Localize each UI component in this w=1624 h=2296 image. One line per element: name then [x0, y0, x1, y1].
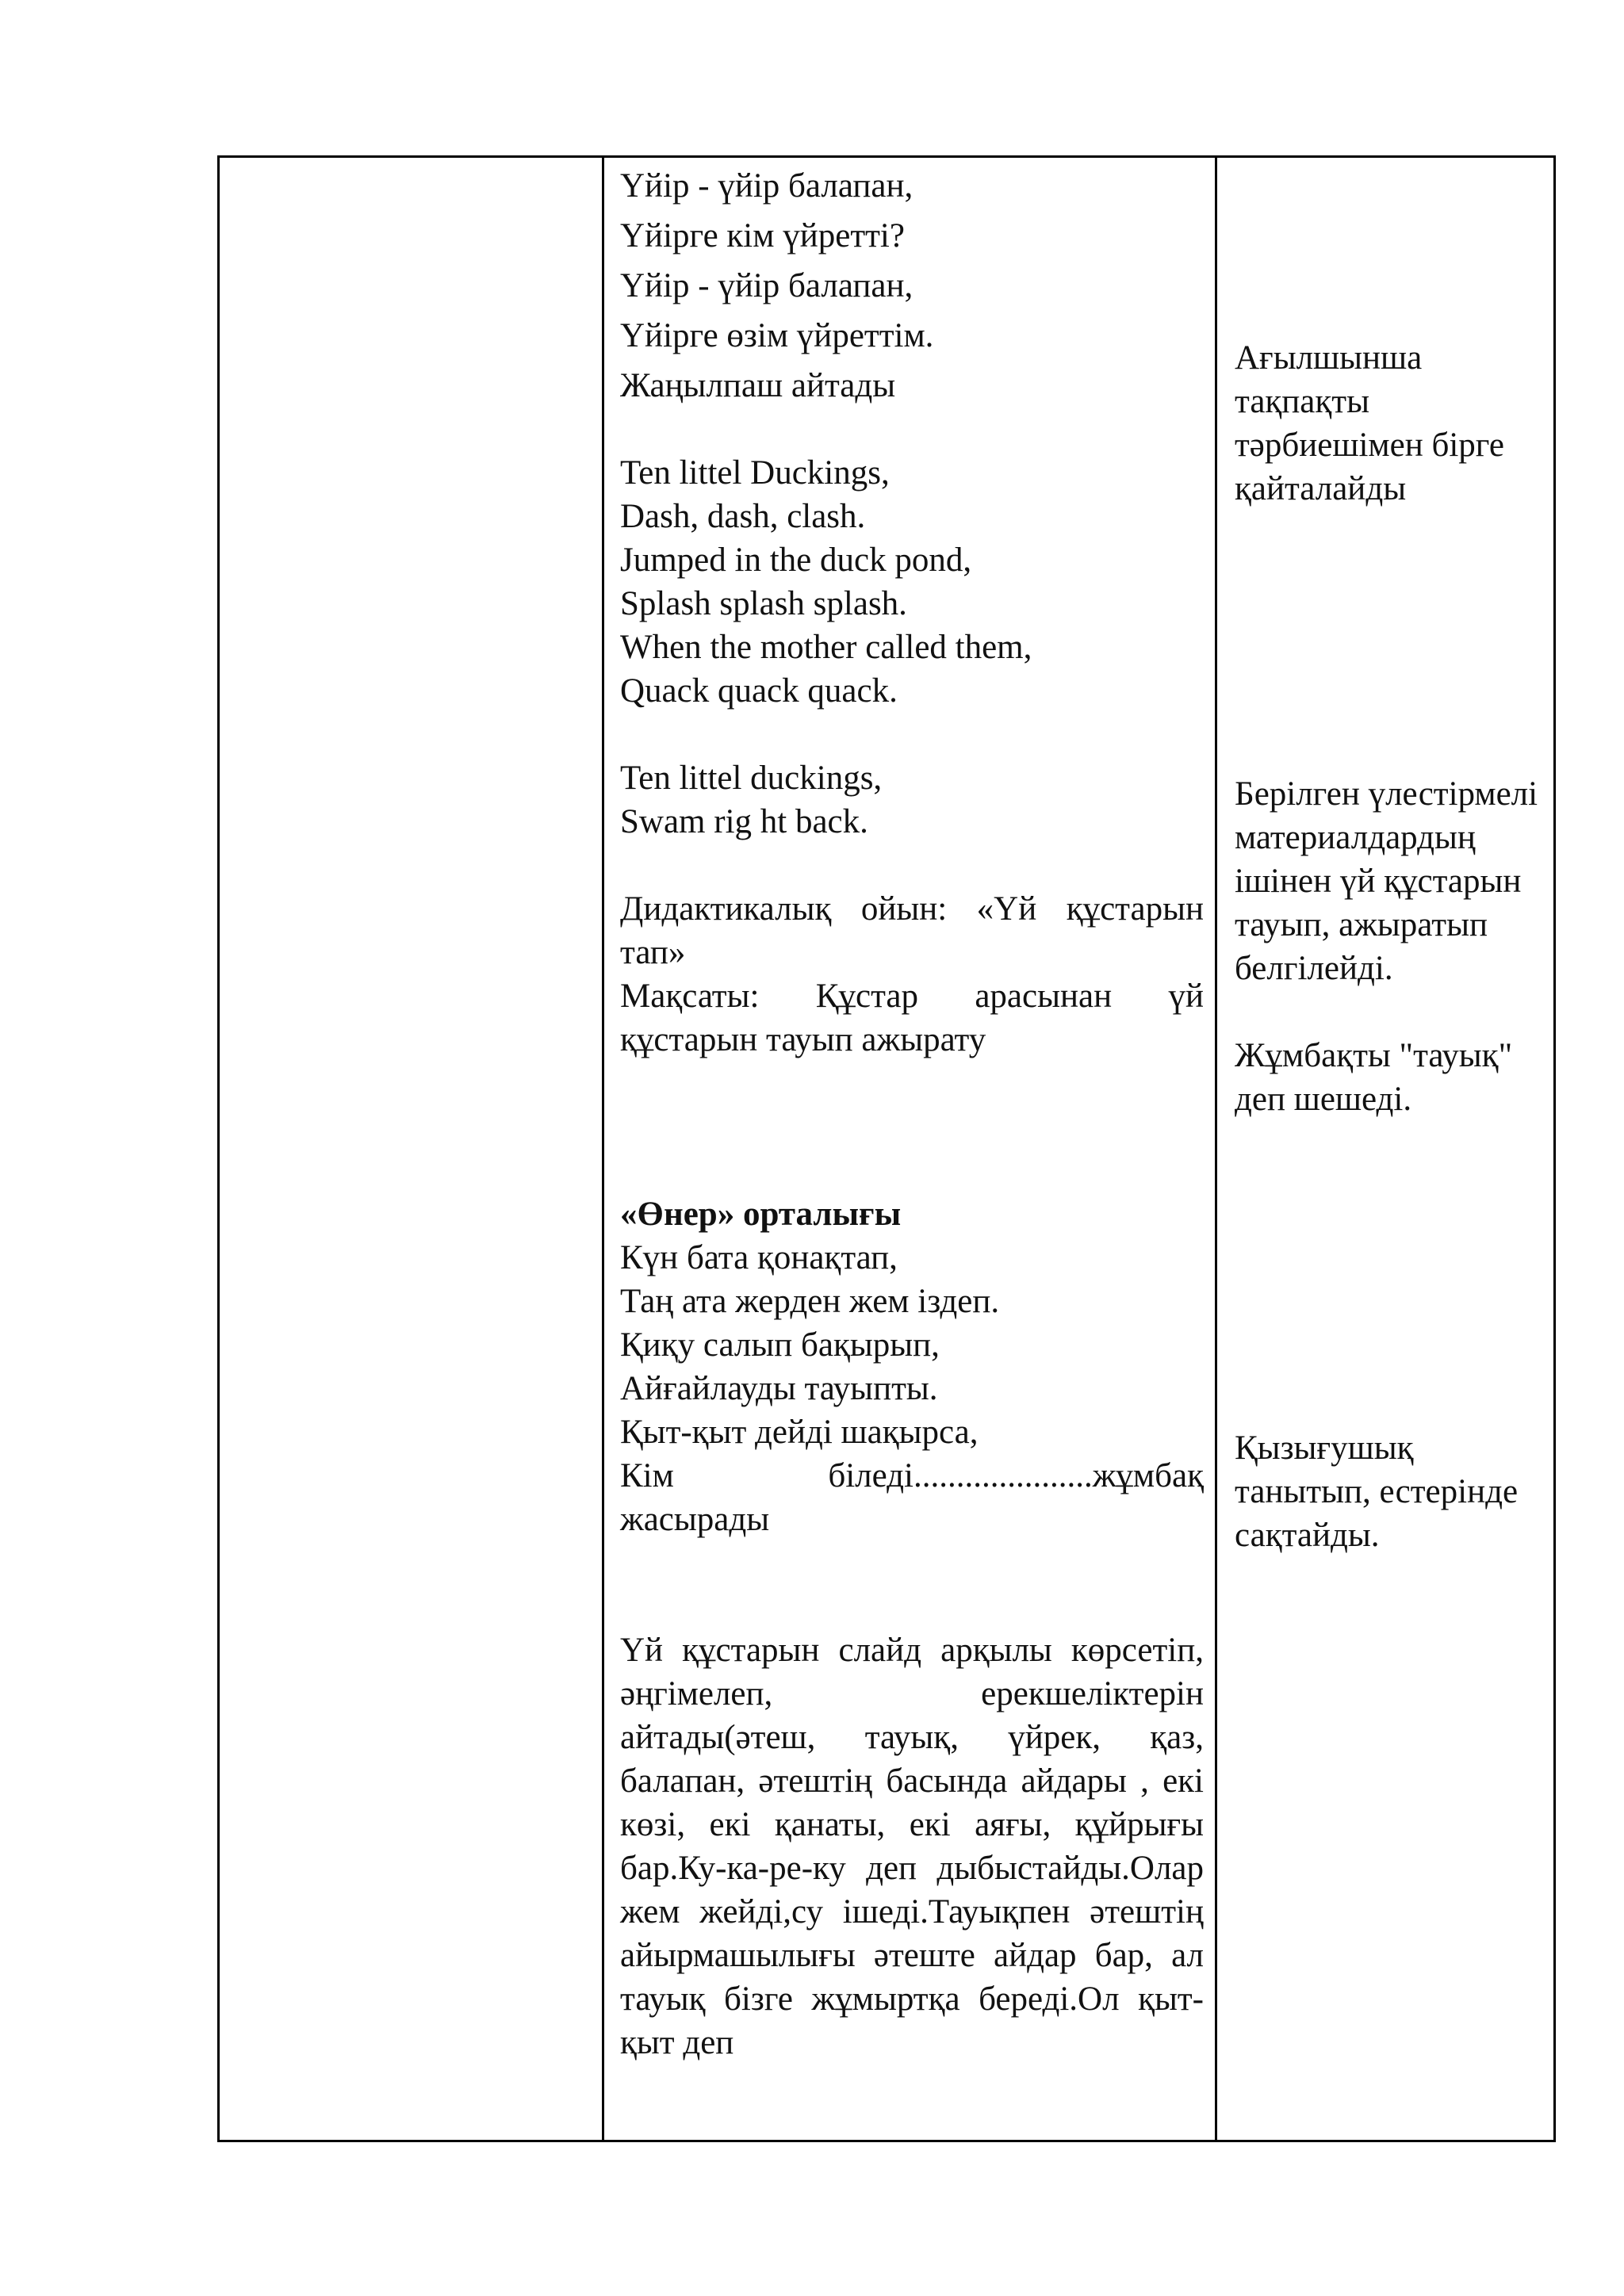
song-line: Үйір - үйір балапан,	[620, 267, 914, 304]
rhyme-line: Dash, dash, clash.	[620, 498, 866, 535]
rhyme-line: Splash splash splash.	[620, 585, 907, 622]
song-line: Үйірге кім үйретті?	[620, 217, 905, 254]
song-line: Үйірге өзім үйреттім.	[620, 317, 934, 354]
riddle-last-line: Кім біледі.....................жұмбақ жасырады	[620, 1457, 1204, 1538]
riddle-line: Күн бата қонақтап,	[620, 1239, 898, 1276]
rhyme-line: Swam rig ht back.	[620, 803, 868, 840]
note-find-birds: Берілген үлестірмелі материалдардың ішінен үй құстарын тауып, ажыратып белгілейді.	[1235, 775, 1538, 987]
tongue-twister-note: Жаңылпаш айтады	[620, 367, 896, 404]
game-goal: Мақсаты: Құстар арасынан үй құстарын тауып ажырату	[620, 978, 1204, 1058]
note-solve-riddle: Жұмбақты "тауық" деп шешеді.	[1235, 1037, 1513, 1118]
left-column-empty	[220, 158, 602, 2140]
art-center-heading: «Өнер» орталығы	[620, 1196, 902, 1233]
note-interest: Қызығушық танытып, естерінде сақтайды.	[1235, 1429, 1519, 1554]
riddle-line: Айғайлауды тауыпты.	[620, 1370, 938, 1407]
riddle-line: Таң ата жерден жем іздеп.	[620, 1283, 1000, 1320]
lesson-table	[217, 155, 1556, 2142]
riddle-line: Қыт-қыт дейді шақырса,	[620, 1414, 979, 1451]
riddle-line: Қиқу салып бақырып,	[620, 1326, 940, 1364]
game-title: Дидактикалық ойын: «Үй құстарын тап»	[620, 890, 1204, 971]
note-repeat-rhyme: Ағылшынша тақпақты тәрбиешімен бірге қайталайды	[1235, 339, 1504, 507]
slide-description: Үй құстарын слайд арқылы көрсетіп, әңгімелеп, ерекшеліктерін айтады(әтеш, тауық, үйрек, қаз, балапан, әтештің басында айдары , екі көзі, екі қанаты, екі аяғы, құйрығы бар.Ку-ка-ре-ку деп дыбыстайды.Олар жем жейді,су ішеді.Тауықпен әтештің айырмашылығы әтеште айдар бар, ал тауық бізге жұмыртқа береді.Ол қыт-қыт деп	[620, 1632, 1204, 2061]
song-line: Үйір - үйір балапан,	[620, 167, 914, 205]
child-activity-column	[1217, 158, 1556, 2140]
rhyme-line: Ten littel Duckings,	[620, 454, 890, 492]
rhyme-line: Jumped in the duck pond,	[620, 541, 972, 579]
rhyme-line: When the mother called them,	[620, 629, 1032, 666]
rhyme-line: Quack quack quack.	[620, 672, 898, 710]
rhyme-line: Ten littel duckings,	[620, 760, 883, 797]
teacher-activity-column	[604, 158, 1215, 2140]
